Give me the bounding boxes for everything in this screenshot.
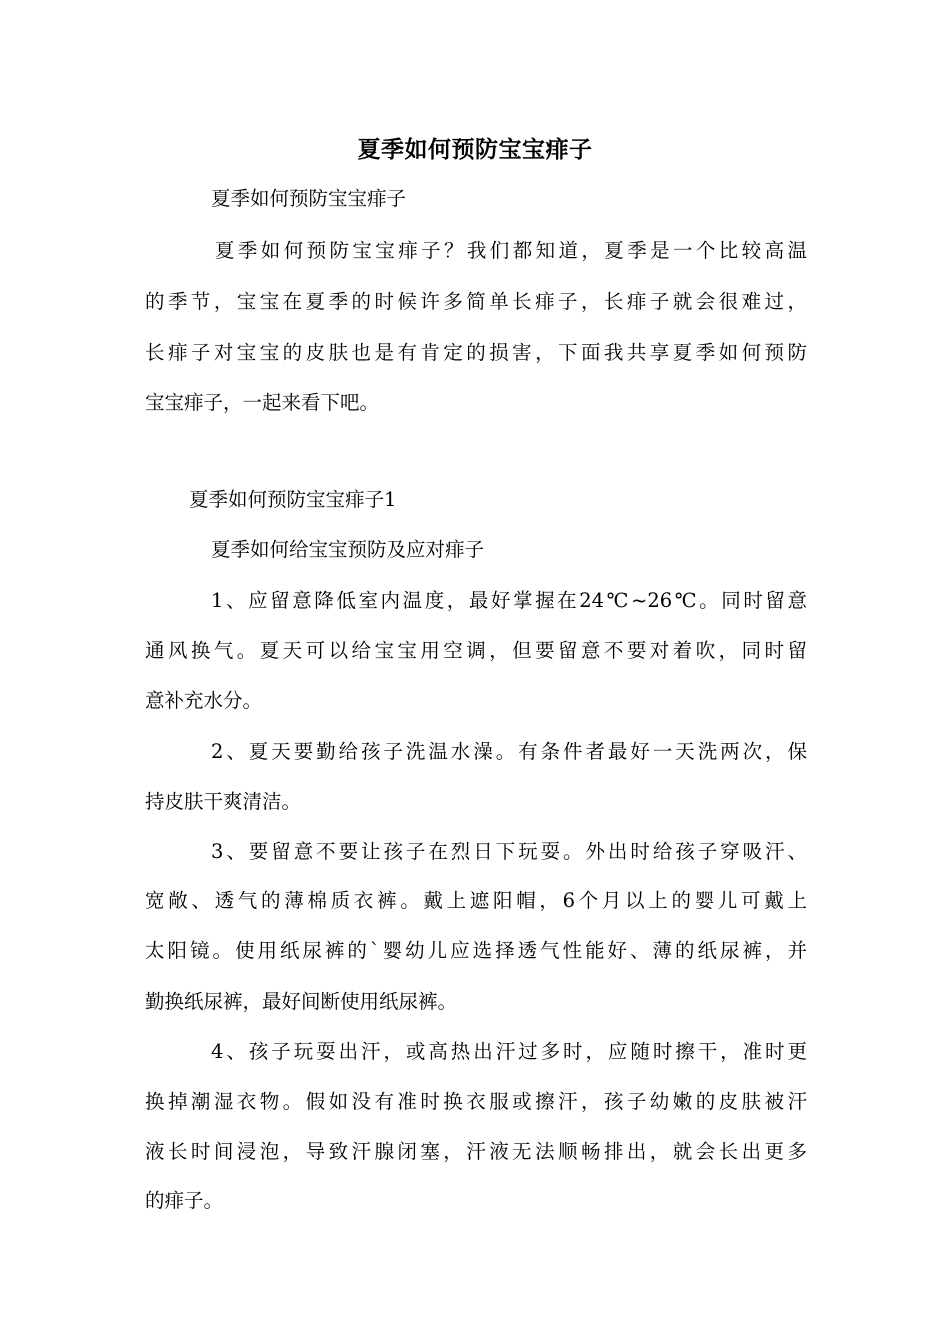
item-3-line: 太阳镜。使用纸尿裤的`婴幼儿应选择透气性能好、薄的纸尿裤，并 [145, 939, 807, 962]
item-2-line: 持皮肤干爽清洁。 [145, 790, 302, 813]
item-3-line: 宽敞、透气的薄棉质衣裤。戴上遮阳帽，6个月以上的婴儿可戴上 [145, 889, 807, 912]
item-4-line: 换掉潮湿衣物。假如没有准时换衣服或擦汗，孩子幼嫩的皮肤被汗 [145, 1090, 807, 1113]
item-2-line: 2、夏天要勤给孩子洗温水澡。有条件者最好一天洗两次，保 [211, 740, 807, 763]
item-4-line: 液长时间浸泡，导致汗腺闭塞，汗液无法顺畅排出，就会长出更多 [145, 1140, 807, 1163]
section-heading: 夏季如何预防宝宝痱子1 [189, 488, 397, 511]
section-subheading: 夏季如何给宝宝预防及应对痱子 [211, 538, 485, 561]
item-1-line: 意补充水分。 [145, 689, 263, 712]
intro-line: 宝宝痱子，一起来看下吧。 [145, 391, 380, 414]
item-1-line: 1、应留意降低室内温度，最好掌握在24℃~26℃。同时留意 [211, 589, 807, 612]
item-3-line: 勤换纸尿裤，最好间断使用纸尿裤。 [145, 990, 458, 1013]
intro-line: 长痱子对宝宝的皮肤也是有肯定的损害，下面我共享夏季如何预防 [145, 341, 807, 364]
intro-line: 夏季如何预防宝宝痱子？我们都知道，夏季是一个比较高温 [215, 239, 807, 262]
intro-line: 的季节，宝宝在夏季的时候许多简单长痱子，长痱子就会很难过， [145, 290, 807, 313]
item-3-line: 3、要留意不要让孩子在烈日下玩耍。外出时给孩子穿吸汗、 [211, 840, 807, 863]
item-1-line: 通风换气。夏天可以给宝宝用空调，但要留意不要对着吹，同时留 [145, 639, 807, 662]
item-4-line: 4、孩子玩耍出汗，或高热出汗过多时，应随时擦干，准时更 [211, 1040, 807, 1063]
document-subtitle: 夏季如何预防宝宝痱子 [211, 187, 407, 210]
item-4-line: 的痱子。 [145, 1189, 224, 1212]
document-title: 夏季如何预防宝宝痱子 [357, 136, 593, 163]
